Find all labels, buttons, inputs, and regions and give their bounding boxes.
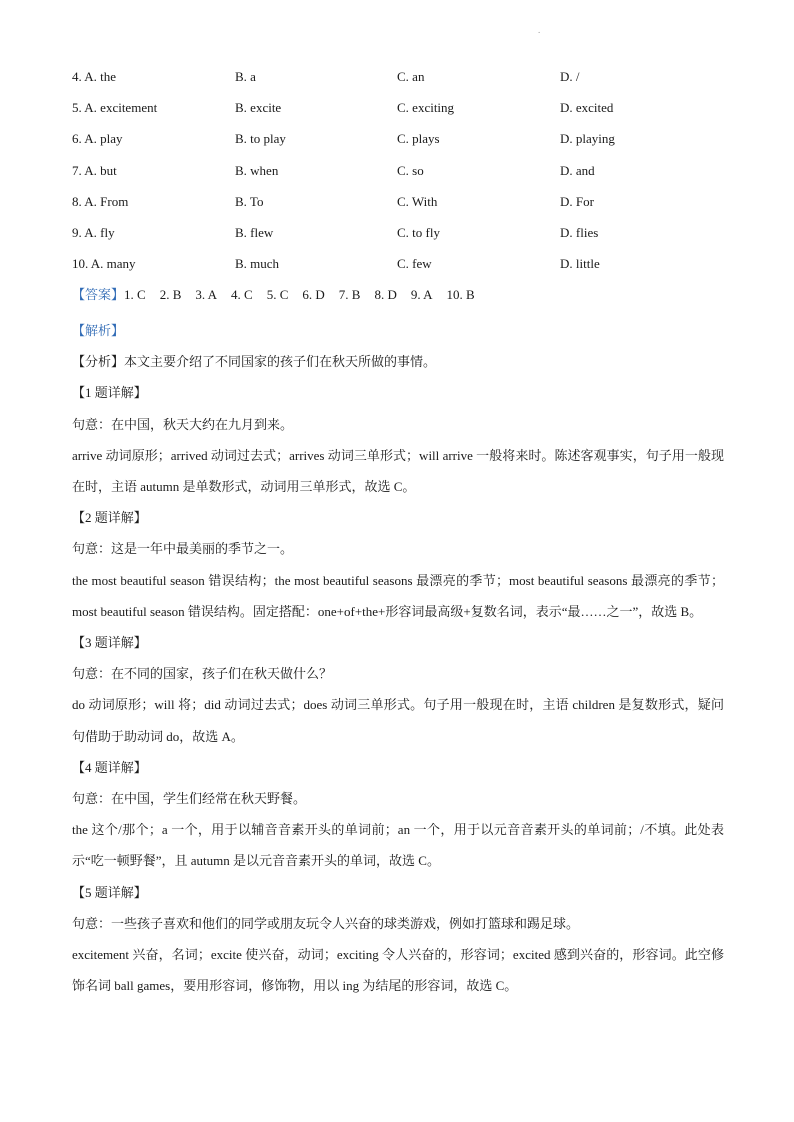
question-heading: 【4 题详解】 xyxy=(72,759,147,775)
option-c: C. an xyxy=(397,69,425,84)
answer-item: 9. A xyxy=(410,287,433,302)
option-row xyxy=(72,191,732,222)
option-a: 8. A. From xyxy=(72,193,129,209)
explanation-section xyxy=(72,315,724,1001)
option-c: C. exciting xyxy=(397,100,455,116)
option-c: C. to fly xyxy=(397,224,440,240)
option-a: 6. A. play xyxy=(72,131,123,147)
option-a: 9. A. fly xyxy=(72,224,115,240)
question-heading: 【1 题详解】 xyxy=(72,385,147,401)
option-d: D. flies xyxy=(560,224,599,240)
explanation-paragraph: do 动词原形；will 将；did 动词过去式；does 动词三单形式。句子用一般现在时，主语 children 是复数形式，疑问句借助于助动词 do，故选 A。 xyxy=(72,697,724,744)
options-list xyxy=(72,66,732,284)
answer-item: 10. B xyxy=(446,287,475,302)
option-d: D. For xyxy=(560,193,594,209)
sentence-meaning: 句意：一些孩子喜欢和他们的同学或朋友玩令人兴奋的球类游戏，例如打篮球和踢足球。 xyxy=(72,915,580,931)
question-heading: 【3 题详解】 xyxy=(72,635,147,651)
option-b: B. excite xyxy=(235,100,282,116)
answer-tag: 【答案】 xyxy=(72,287,125,302)
question-heading: 【2 题详解】 xyxy=(72,510,147,526)
option-b: B. a xyxy=(235,69,256,84)
answer-item: 6. D xyxy=(302,287,325,302)
answer-item: 3. A xyxy=(195,287,218,302)
option-a: 10. A. many xyxy=(72,256,136,272)
option-row xyxy=(72,222,732,253)
answer-line xyxy=(72,284,489,306)
explanation-paragraph: arrive 动词原形；arrived 动词过去式；arrives 动词三单形式；will arrive 一般将来时。陈述客观事实，句子用一般现在时，主语 autumn 是单数形式，动词用三单形式，故选 C。 xyxy=(72,447,724,495)
question-heading: 【5 题详解】 xyxy=(72,884,147,900)
explanation-paragraph: the most beautiful season 错误结构；the most beautiful seasons 最漂亮的季节；most beautiful seasons 最漂亮的季节；most beautiful season 错误结构。固定搭配：one+of+the+形容词最高级+复数名词，表示“最……之一”，故选 B。 xyxy=(72,572,724,619)
option-row xyxy=(72,97,732,128)
option-a: 4. A. the xyxy=(72,69,117,84)
answer-item: 8. D xyxy=(374,287,397,302)
option-a: 7. A. but xyxy=(72,162,117,178)
option-d: D. and xyxy=(560,162,595,178)
answer-item: 5. C xyxy=(266,287,289,302)
answer-item: 2. B xyxy=(159,287,182,302)
explanation-paragraph: the 这个/那个；a 一个，用于以辅音音素开头的单词前；an 一个，用于以元音音素开头的单词前；/不填。此处表示“吃一顿野餐”，且 autumn 是以元音音素开头的单词，故选 C。 xyxy=(72,822,724,869)
option-d: D. / xyxy=(560,69,580,84)
option-d: D. playing xyxy=(560,131,615,147)
option-c: C. With xyxy=(397,193,438,209)
answer-item: 4. C xyxy=(231,287,253,302)
page-mark: . xyxy=(538,25,541,35)
option-c: C. so xyxy=(397,162,424,178)
explanation-paragraph: excitement 兴奋，名词；excite 使兴奋，动词；exciting 令人兴奋的，形容词；excited 感到兴奋的，形容词。此空修饰名词 ball games，要用形容词，修饰物，用以 ing 为结尾的形容词，故选 C。 xyxy=(72,947,724,994)
option-b: B. much xyxy=(235,256,280,272)
option-c: C. plays xyxy=(397,131,440,147)
answer-item: 1. C xyxy=(124,287,146,302)
option-b: B. when xyxy=(235,162,279,178)
option-d: D. little xyxy=(560,256,600,272)
option-row xyxy=(72,128,732,159)
sentence-meaning: 句意：这是一年中最美丽的季节之一。 xyxy=(72,541,294,557)
option-a: 5. A. excitement xyxy=(72,100,158,116)
sentence-meaning: 句意：在中国，秋天大约在九月到来。 xyxy=(72,416,294,432)
sentence-meaning: 句意：在不同的国家，孩子们在秋天做什么？ xyxy=(72,666,333,682)
option-row xyxy=(72,160,732,191)
option-row xyxy=(72,66,732,97)
option-c: C. few xyxy=(397,256,432,272)
option-d: D. excited xyxy=(560,100,614,116)
analysis-tag: 【解析】 xyxy=(72,323,125,338)
option-row xyxy=(72,253,732,284)
option-b: B. To xyxy=(235,193,264,209)
option-b: B. to play xyxy=(235,131,286,147)
option-b: B. flew xyxy=(235,224,274,240)
answer-item: 7. B xyxy=(338,287,361,302)
summary-paragraph: 【分析】本文主要介绍了不同国家的孩子们在秋天所做的事情。 xyxy=(72,354,437,370)
sentence-meaning: 句意：在中国，学生们经常在秋天野餐。 xyxy=(72,791,307,807)
